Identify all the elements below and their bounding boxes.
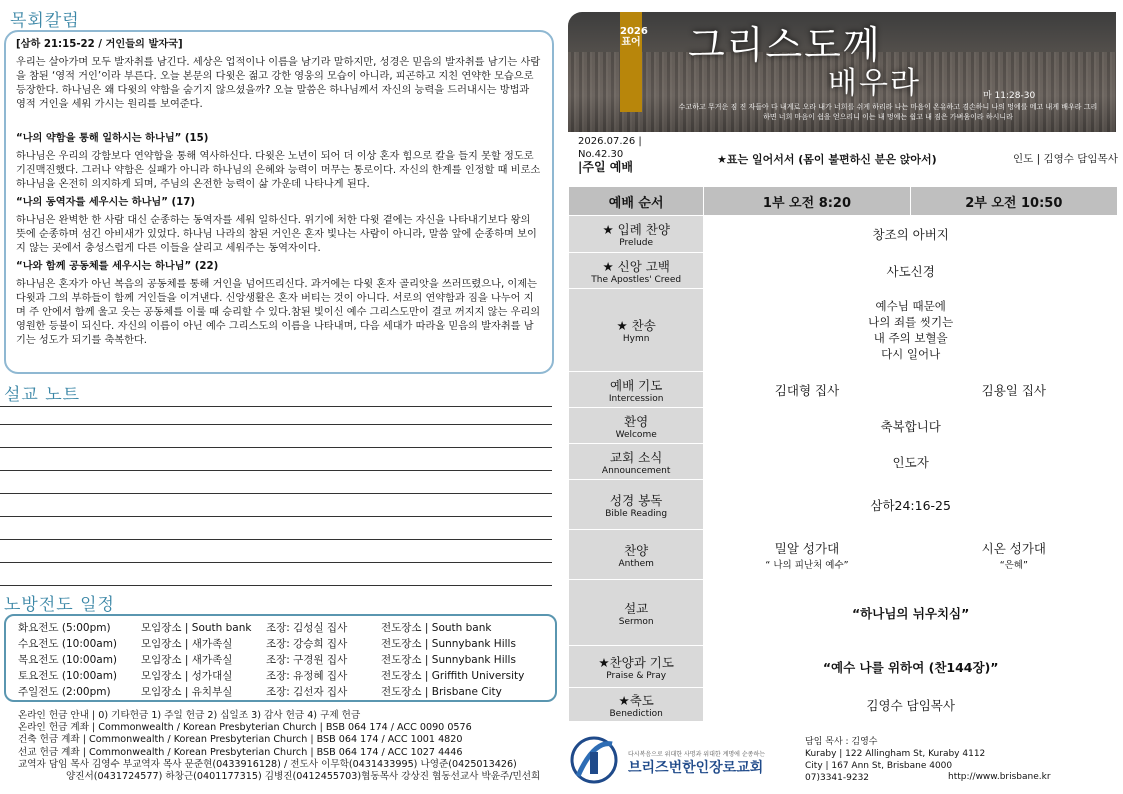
order-item-en: The Apostles' Creed — [591, 274, 682, 285]
hymn-title: 예수님 때문에 — [875, 299, 946, 313]
offering-line: 온라인 헌금 계좌 | Commonwealth / Korean Presbyterian Church | BSB 064 174 / ACC 0090 0576 — [18, 722, 472, 734]
bulletin-date: 2026.07.26 | — [578, 136, 642, 147]
order-item-ko: 찬양 — [624, 542, 649, 558]
note-line — [0, 447, 552, 448]
church-name: 브리즈번한인장로교회 — [628, 760, 764, 776]
offering-info — [18, 710, 558, 783]
visit-meet: 모임장소 | 성가대실 — [141, 669, 233, 682]
visit-place: 전도장소 | Brisbane City — [381, 685, 502, 698]
visit-day: 수요전도 (10:00am) — [18, 637, 118, 650]
visit-row — [6, 683, 555, 699]
visits-section-title: 노방전도 일정 — [4, 595, 115, 615]
order-item-ko: 성경 봉독 — [610, 492, 663, 508]
visit-leader: 조장: 김성실 집사 — [266, 621, 348, 634]
order-item-ko: 예배 기도 — [610, 377, 663, 393]
note-line — [0, 562, 552, 563]
banner-title-1: 그리스도께 — [688, 23, 882, 67]
order-item-value-2: 김용일 집사 — [910, 372, 1117, 408]
visit-meet: 모임장소 | 새가족실 — [141, 637, 233, 650]
sermon-title: “하나님의 뉘우치심” — [704, 580, 1118, 646]
contact-line: Kuraby | 122 Allingham St, Kuraby 4112 — [805, 749, 986, 759]
order-item-en: Intercession — [608, 393, 664, 404]
order-row — [569, 580, 1118, 646]
visit-row — [6, 619, 555, 635]
anthem-song-2: “은혜” — [999, 559, 1028, 571]
column-point-title: “나와 함께 공동체를 세우시는 하나님” (22) — [16, 261, 219, 272]
order-item-en: Announcement — [601, 465, 671, 476]
order-item-en: Prelude — [619, 238, 654, 248]
bulletin-number: No.42.30 — [578, 149, 624, 160]
order-header-service-2: 2부 오전 10:50 — [910, 187, 1117, 216]
church-motto: 다시복음으로 위대한 사명과 위대한 계명에 순종하는 — [628, 751, 766, 758]
church-website[interactable]: http://www.brisbane.kr — [948, 772, 1051, 782]
notes-section-title: 설교 노트 — [4, 385, 81, 405]
order-item-ko: 교회 소식 — [610, 449, 663, 465]
order-row — [569, 408, 1118, 444]
order-item-value: 삼하24:16-25 — [704, 480, 1118, 530]
column-point-body: 하나님은 혼자가 아닌 복음의 공동체를 통해 거인을 넘어뜨리신다. 과거에는 다윗 혼자 골리앗을 쓰러뜨렸으나, 이제는 다윗과 그의 부하들이 함께 거인들을 이겨낸다. 신앙생활은 혼자 버티는 것이 아니다. 서로의 연약함과 짐을 나누어 지며 주 안에서 함께 울고 웃는 공동체를 이룰 때 승리할 수 있다.참된 빛이신 예수 그리스도만이 결코 꺼지지 않는 우리의 영원한 등불이 되신다. 자신의 이름이 아닌 예수 그리스도의 이름을 나타내며, 다음 세대가 따라올 믿음의 발자취를 남기는 성도가 되기를 축복한다. — [16, 279, 541, 346]
order-item-value: “예수 나를 위하여 (찬144장)” — [704, 646, 1118, 688]
order-item-value: 김영수 담임목사 — [704, 688, 1118, 722]
visit-meet: 모임장소 | 유치부실 — [141, 685, 233, 698]
hymn-title: 내 주의 보혈을 — [873, 331, 948, 345]
order-item-ko: 환영 — [624, 413, 649, 429]
order-row — [569, 646, 1118, 688]
banner-title-2: 배우라 — [828, 66, 921, 101]
banner-verse: 수고하고 무거운 짐 진 자들아 다 내게로 오라 내가 너희를 쉬게 하리라 나는 마음이 온유하고 겸손하니 나의 멍에를 메고 내게 배우라 그리하면 너희 마음이 쉼을 얻으리니 이는 내 멍에는 쉽고 내 짐은 가벼움이라 하시니라 — [678, 103, 1098, 121]
offering-line: 온라인 헌금 안내 | 0) 기타헌금 1) 주일 헌금 2) 십일조 3) 감사 헌금 4) 구제 헌금 — [18, 710, 361, 721]
order-item-en: Welcome — [615, 429, 657, 440]
order-item-value: 사도신경 — [704, 253, 1118, 289]
column-heading: [삼하 21:15-22 / 거인들의 발자국] — [16, 39, 183, 50]
worship-leader: 인도 | 김영수 담임목사 — [1013, 153, 1118, 165]
visit-place: 전도장소 | Sunnybank Hills — [381, 653, 516, 666]
worship-title: |주일 예배 — [578, 160, 633, 174]
order-item-ko: 설교 — [624, 600, 649, 616]
order-row — [569, 444, 1118, 480]
visit-leader: 조장: 강승희 집사 — [266, 637, 348, 650]
contact-line: 07)3341-9232 — [805, 773, 870, 783]
column-point-body: 하나님은 우리의 강함보다 연약함을 통해 역사하신다. 다윗은 노년이 되어 더 이상 혼자 힘으로 칼을 들지 못할 정도로 기진맥진했다. 그러나 약함은 실패가 아니라 하나님의 은혜와 능력이 머무는 통로이다. 자신의 한계를 인정할 때 비로소 하나님을 온전히 의지하게 되며, 주님의 온전한 능력이 삶 가운데 나타나게 된다. — [16, 151, 541, 190]
contact-line: City | 167 Ann St, Brisbane 4000 — [805, 761, 953, 771]
anthem-song-1: “ 나의 피난처 예수” — [765, 559, 849, 571]
visit-leader: 조장: 김선자 집사 — [266, 685, 348, 698]
anthem-choir-1: 밀알 성가대 — [774, 540, 840, 556]
order-item-en: Bible Reading — [605, 508, 668, 519]
visit-place: 전도장소 | Sunnybank Hills — [381, 637, 516, 650]
visits-table — [4, 614, 557, 702]
staff-line: 교역자 담임 목사 김영수 부교역자 목사 문준현(0433916128) / 전도사 이무학(0431433995) 나영준(0425013426) — [18, 758, 517, 770]
order-row — [569, 253, 1118, 289]
note-line — [0, 493, 552, 494]
column-section-title: 목회칼럼 — [10, 11, 80, 31]
note-line — [0, 585, 552, 586]
bulletin-info — [578, 135, 642, 174]
visit-day: 화요전도 (5:00pm) — [18, 621, 111, 634]
order-row — [569, 289, 1118, 372]
anthem-choir-2: 시온 성가대 — [981, 540, 1046, 556]
visit-day: 목요전도 (10:00am) — [18, 653, 118, 666]
visit-day: 주일전도 (2:00pm) — [18, 685, 111, 698]
note-line — [0, 470, 552, 471]
column-intro: 우리는 살아가며 모두 발자취를 남긴다. 세상은 업적이나 이름을 남기라 말하지만, 성경은 믿음의 발자취를 남기는 사람을 참된 ‘영적 거인’이라 부른다. 오늘 본문의 다윗은 젊고 강한 영웅의 모습이 아니라, 피곤하고 지친 연약한 모습으로 등장한다. 하나님은 왜 다윗의 약함을 숨기지 않으셨을까? 오늘 말씀은 하나님께서 자신의 능력을 드러내시는 방법과 영적 거인을 세워 가시는 원리를 보여준다. — [16, 57, 541, 110]
year-label: 2026 표어 — [620, 26, 648, 48]
order-item-en: Anthem — [618, 558, 654, 569]
note-line — [0, 424, 552, 425]
motto-banner — [568, 12, 1116, 132]
note-line — [0, 406, 552, 407]
order-header-label: 예배 순서 — [569, 187, 704, 216]
notes-lines — [0, 0, 560, 600]
order-item-en: Praise & Pray — [606, 670, 667, 681]
hymn-title: 나의 죄를 씻기는 — [868, 315, 954, 329]
stand-note: ★표는 일어서서 (몸이 불편하신 분은 앉아서) — [717, 153, 937, 166]
visit-row — [6, 651, 555, 667]
order-item-value-1: 김대형 집사 — [704, 372, 910, 408]
banner-ref: 마 11:28-30 — [983, 91, 1036, 101]
order-item-en: Hymn — [622, 334, 650, 344]
visit-leader: 조장: 유정혜 집사 — [266, 669, 348, 682]
church-logo — [568, 730, 620, 788]
order-row — [569, 216, 1118, 253]
column-point-title: “나의 동역자를 세우시는 하나님” (17) — [16, 197, 196, 208]
order-item-ko: ★ 신앙 고백 — [602, 258, 670, 274]
order-item-value: 인도자 — [704, 444, 1118, 480]
order-item-en: Benediction — [609, 708, 663, 719]
contact-line: 담임 목사 : 김영수 — [805, 737, 878, 747]
order-item-ko: ★찬양과 기도 — [598, 654, 674, 670]
hymn-title: 다시 일어나 — [881, 347, 941, 361]
visit-place: 전도장소 | Griffith University — [381, 669, 525, 682]
column-point-body: 하나님은 완벽한 한 사람 대신 순종하는 동역자를 세워 일하신다. 위기에 처한 다윗 곁에는 자신을 나타내기보다 왕의 뜻에 순종하며 섬긴 아비새가 있었다. 하나님 나라의 참된 거인은 혼자 빛나는 사람이 아니라, 말씀 앞에 순종하며 보이지 않는 곳에서 충성스럽게 다른 이들을 살리고 세워주는 동역자이다. — [16, 215, 537, 254]
visit-row — [6, 667, 555, 683]
order-row — [569, 530, 1118, 580]
order-item-en: Sermon — [618, 616, 654, 627]
visit-meet: 모임장소 | South bank — [141, 621, 252, 634]
column-point-title: “나의 약함을 통해 일하시는 하나님” (15) — [16, 133, 209, 144]
order-item-ko: ★축도 — [618, 692, 654, 708]
visit-row — [6, 635, 555, 651]
order-row — [569, 372, 1118, 408]
offering-line: 건축 헌금 계좌 | Commonwealth / Korean Presbyterian Church | BSB 064 174 / ACC 1001 4820 — [18, 734, 463, 746]
staff-line: 양진서(0431724577) 하창근(0401177315) 김병진(0412455703)협동목사 강상진 협동선교사 박윤주/민선희 — [66, 771, 541, 783]
note-line — [0, 539, 552, 540]
offering-line: 선교 헌금 계좌 | Commonwealth / Korean Presbyterian Church | BSB 064 174 / ACC 1027 4446 — [18, 746, 463, 758]
order-row — [569, 480, 1118, 530]
order-item-value: 축복합니다 — [704, 408, 1118, 444]
order-item-ko: ★ 찬송 — [616, 318, 656, 333]
order-of-worship — [568, 186, 1118, 722]
order-item-value: 창조의 아버지 — [704, 216, 1118, 253]
note-line — [0, 516, 552, 517]
order-item-ko: ★ 입례 찬양 — [602, 222, 670, 237]
order-row — [569, 688, 1118, 722]
visit-day: 토요전도 (10:00am) — [18, 669, 118, 682]
visit-meet: 모임장소 | 새가족실 — [141, 653, 233, 666]
hymn-list — [704, 289, 1118, 372]
visit-place: 전도장소 | South bank — [381, 621, 492, 634]
visit-leader: 조장: 구경원 집사 — [266, 653, 348, 666]
order-header-service-1: 1부 오전 8:20 — [704, 187, 910, 216]
